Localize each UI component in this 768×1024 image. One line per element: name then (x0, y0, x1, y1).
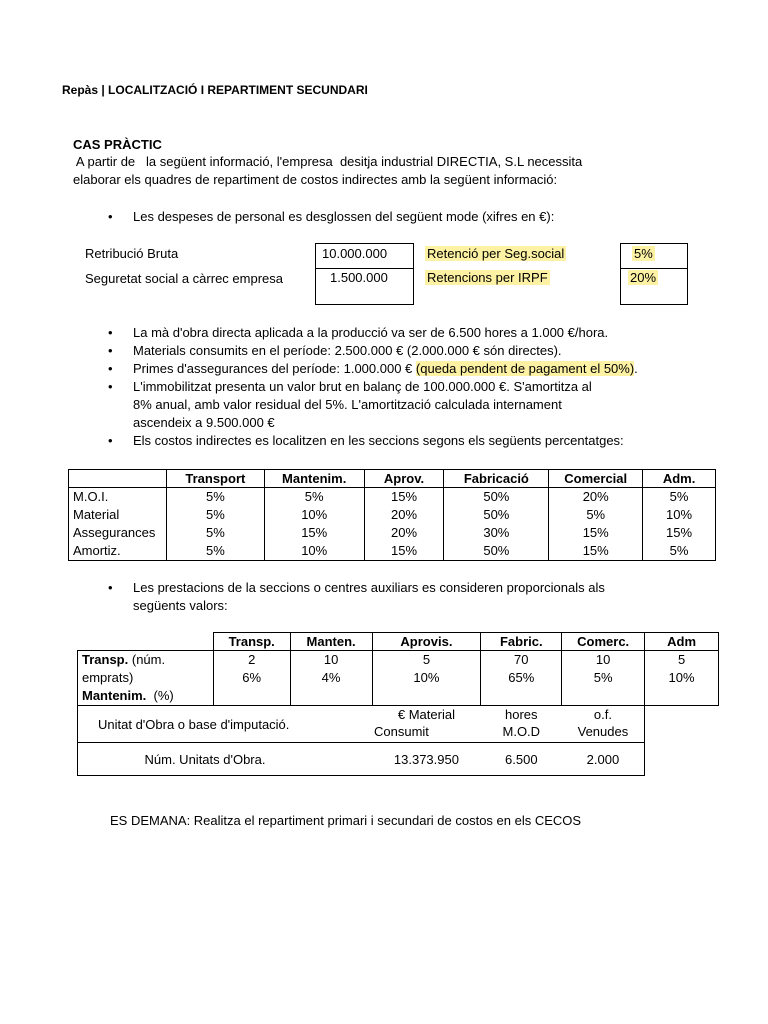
immobilitzat-line1: • L'immobilitzat presenta un valor brut en balanç de 100.000.000 €. S'amortitza al (133, 379, 592, 394)
manten-value: 10% (413, 670, 440, 685)
aux-num-row (78, 743, 719, 776)
num-empty (645, 743, 719, 776)
bullet-mod: • La mà d'obra directa aplicada a la producció va ser de 6.500 hores a 1.000 €/hora. (133, 324, 733, 342)
bullet-localization: • Els costos indirectes es localitzen en les seccions segons els següents percentatges: (133, 432, 733, 450)
bullet-materials: • Materials consumits en el període: 2.500.000 € (2.000.000 € són directes). (133, 342, 733, 360)
manten-value: 5% (593, 670, 613, 685)
unit-comerc (562, 706, 645, 743)
bullet-personal: • Les despeses de personal es desglossen del següent mode (xifres en €): (133, 209, 554, 224)
table-cell: 50% (444, 542, 549, 561)
col-transport: Transport (166, 470, 264, 488)
unit-aprov-line1: € Material (397, 707, 455, 722)
aux-cell (481, 651, 562, 706)
table-cell: 10% (643, 506, 716, 524)
insurance-end: . (634, 361, 638, 376)
retention-value-1 (632, 246, 655, 261)
unit-fabric (481, 706, 562, 743)
immobilitzat-line2: 8% anual, amb valor residual del 5%. L'amortització calculada internament (133, 397, 562, 412)
insurance-highlight: (queda pendent de pagament el 50%) (415, 361, 635, 376)
distribution-table (68, 469, 716, 561)
aux-header-row (78, 633, 719, 651)
personal-row2-value: 1.500.000 (330, 270, 388, 285)
table-row (69, 524, 716, 542)
num-comerc: 2.000 (562, 743, 645, 776)
num-aprov: 13.373.950 (372, 743, 481, 776)
unit-comerc-line2: Venudes (577, 724, 629, 739)
table-cell: 5% (643, 488, 716, 507)
unit-fabric-line1: hores (505, 707, 538, 722)
bullet-insurance (133, 360, 733, 378)
table-cell: 15% (364, 488, 444, 507)
transp-value: 5 (422, 652, 431, 667)
personal-row1-retention-label (425, 246, 566, 261)
row-label: M.O.I. (69, 488, 167, 507)
personal-row2-retention-label (425, 270, 550, 285)
table-cell: 5% (166, 506, 264, 524)
table-row (69, 488, 716, 507)
transp-label-rest: (núm. (128, 652, 166, 667)
table-cell: 15% (549, 524, 643, 542)
case-intro-line1: A partir de la següent informació, l'empresa desitja industrial DIRECTIA, S.L necessita (73, 154, 583, 169)
table-cell: 50% (444, 506, 549, 524)
manten-value: 10% (668, 670, 695, 685)
col-aprovis: Aprovis. (372, 633, 481, 651)
table-cell: 20% (364, 524, 444, 542)
bullet-list-info (133, 324, 733, 450)
aux-cell (645, 651, 719, 706)
col-comercial: Comercial (549, 470, 643, 488)
table-cell: 15% (643, 524, 716, 542)
col-adm: Adm. (643, 470, 716, 488)
personal-row1-value: 10.000.000 (322, 246, 388, 261)
col-mantenim: Mantenim. (264, 470, 364, 488)
col-adm-aux: Adm (645, 633, 719, 651)
transp-value: 2 (248, 652, 256, 667)
manten-value: 6% (242, 670, 262, 685)
table-cell: 5% (166, 524, 264, 542)
personal-row2-label: Seguretat social a càrrec empresa (85, 271, 283, 286)
table-cell: 15% (549, 542, 643, 561)
aux-data-row (78, 651, 719, 706)
prestacions-line2: següents valors: (133, 598, 228, 613)
manten-value: 65% (508, 670, 535, 685)
table-cell: 5% (643, 542, 716, 561)
unit-comerc-line1: o.f. (593, 707, 612, 722)
num-fabric: 6.500 (481, 743, 562, 776)
retention-ss-value: 5% (634, 246, 653, 261)
request-text: ES DEMANA: Realitza el repartiment primari i secundari de costos en els CECOS (110, 813, 582, 828)
retention-value-2 (628, 270, 658, 285)
bullet-prestacions (133, 579, 605, 615)
unit-fabric-line2: M.O.D (502, 724, 541, 739)
header-title: LOCALITZACIÓ I REPARTIMENT SECUNDARI (108, 83, 368, 97)
transp-value: 10 (323, 652, 339, 667)
transp-label: Transp. (82, 652, 129, 667)
retention-irpf-value: 20% (630, 270, 657, 285)
case-heading: CAS PRÀCTIC (73, 137, 162, 152)
col-transp: Transp. (213, 633, 290, 651)
table-cell: 5% (166, 488, 264, 507)
auxiliary-table (77, 632, 719, 776)
transp-label-line2: emprats) (82, 670, 134, 685)
manten-label-rest: (%) (146, 688, 174, 703)
personal-row1-label: Retribució Bruta (85, 246, 179, 261)
row-label: Assegurances (69, 524, 167, 542)
bullet-immobilitzat (133, 378, 733, 432)
table-cell: 30% (444, 524, 549, 542)
bullet-list-prestacions (133, 579, 605, 615)
table-cell: 15% (364, 542, 444, 561)
table-cell: 5% (264, 488, 364, 507)
aux-cell (562, 651, 645, 706)
unit-aprov-line2: Consumit (374, 724, 429, 739)
case-intro-line2: elaborar els quadres de repartiment de costos indirectes amb la següent informació: (73, 172, 558, 187)
num-label: Núm. Unitats d'Obra. (78, 743, 373, 776)
table-cell: 5% (166, 542, 264, 561)
insurance-text: Primes d'assegurances del període: 1.000.000 € (133, 361, 416, 376)
table-cell: 50% (444, 488, 549, 507)
bullet-list-personal (133, 209, 554, 224)
unit-label: Unitat d'Obra o base d'imputació. (78, 706, 373, 743)
retention-irpf-label: Retencions per IRPF (427, 270, 548, 285)
aux-row-label (78, 651, 214, 706)
aux-cell (290, 651, 372, 706)
col-fabric: Fabric. (481, 633, 562, 651)
table-row (69, 506, 716, 524)
header-prefix: Repàs | (62, 83, 109, 97)
table-cell: 20% (549, 488, 643, 507)
aux-cell (372, 651, 481, 706)
aux-unit-row (78, 706, 719, 743)
col-comerc: Comerc. (562, 633, 645, 651)
prestacions-line1: • Les prestacions de la seccions o centres auxiliars es consideren proporcionals als (133, 580, 605, 595)
table-row (69, 542, 716, 561)
transp-value: 70 (514, 652, 529, 667)
table-cell: 5% (549, 506, 643, 524)
unit-aprov (372, 706, 481, 743)
unit-empty (645, 706, 719, 743)
col-fabricacio: Fabricació (444, 470, 549, 488)
aux-cell (213, 651, 290, 706)
col-aprov: Aprov. (364, 470, 444, 488)
manten-label: Mantenim. (82, 688, 147, 703)
document-header (62, 83, 368, 97)
transp-value: 10 (595, 652, 611, 667)
distribution-corner (69, 470, 167, 488)
row-label: Amortiz. (69, 542, 167, 561)
distribution-header-row (69, 470, 716, 488)
immobilitzat-line3: ascendeix a 9.500.000 € (133, 415, 275, 430)
table-cell: 15% (264, 524, 364, 542)
row-label: Material (69, 506, 167, 524)
manten-value: 4% (321, 670, 341, 685)
table-cell: 10% (264, 542, 364, 561)
retention-ss-label: Retenció per Seg.social (427, 246, 565, 261)
col-manten: Manten. (290, 633, 372, 651)
table-cell: 20% (364, 506, 444, 524)
table-cell: 10% (264, 506, 364, 524)
aux-corner (78, 633, 214, 651)
transp-value: 5 (677, 652, 686, 667)
